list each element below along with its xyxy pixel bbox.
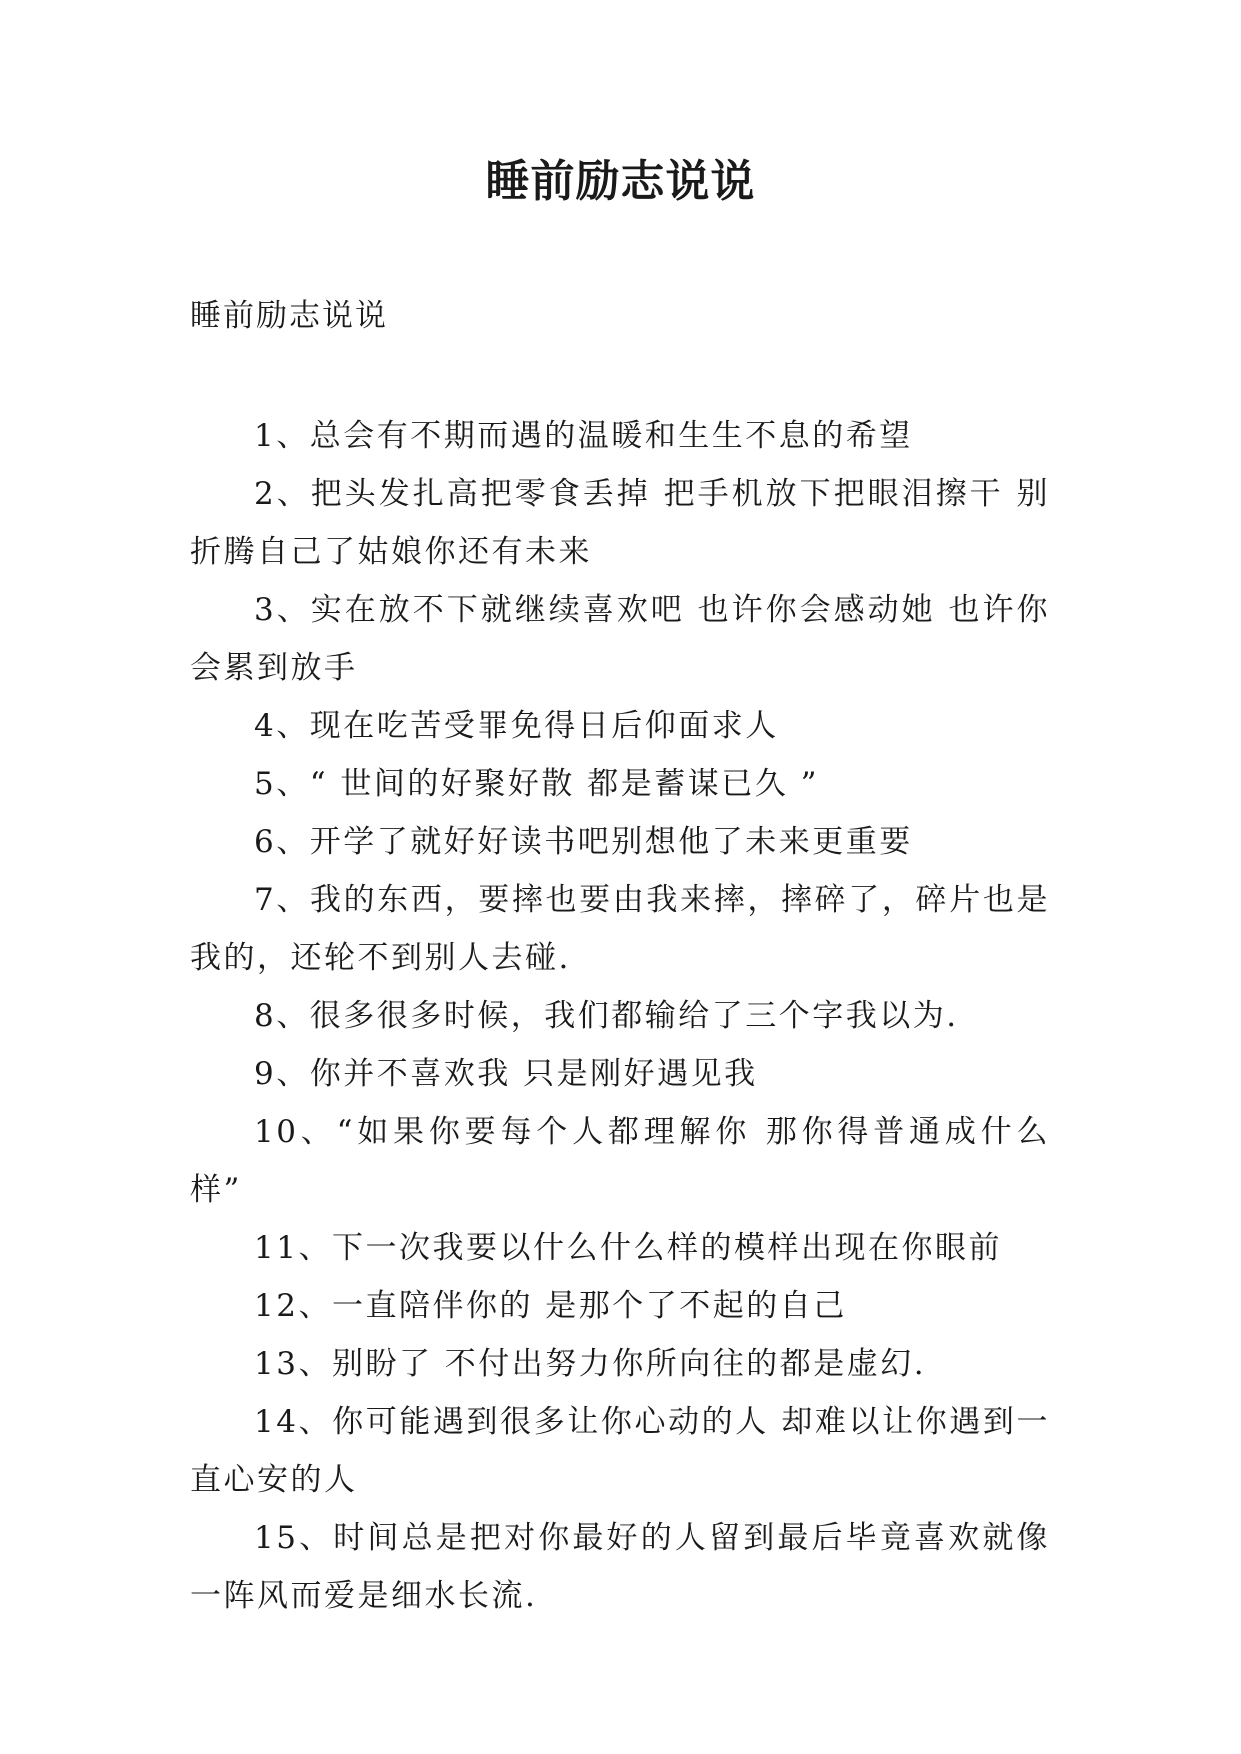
list-item: 15、时间总是把对你最好的人留到最后毕竟喜欢就像一阵风而爱是细水长流. [190, 1520, 1050, 1614]
list-item: 5、“ 世间的好聚好散 都是蓄谋已久 ” [254, 766, 819, 802]
list-item: 9、你并不喜欢我 只是刚好遇见我 [254, 1056, 758, 1092]
list-item: 6、开学了就好好读书吧别想他了未来更重要 [254, 824, 913, 860]
list-item: 12、一直陪伴你的 是那个了不起的自己 [254, 1288, 847, 1324]
list-item: 13、别盼了 不付出努力你所向往的都是虚幻. [254, 1346, 927, 1382]
list-item: 10、“如果你要每个人都理解你 那你得普通成什么样” [190, 1114, 1050, 1208]
list-item: 4、现在吃苦受罪免得日后仰面求人 [254, 708, 779, 744]
list-item: 8、很多很多时候，我们都输给了三个字我以为. [254, 998, 959, 1034]
quote-list [190, 407, 1050, 1625]
list-item: 11、下一次我要以什么什么样的模样出现在你眼前 [254, 1230, 1002, 1266]
list-item: 1、总会有不期而遇的温暖和生生不息的希望 [254, 418, 913, 454]
list-item: 2、把头发扎高把零食丢掉 把手机放下把眼泪擦干 别折腾自己了姑娘你还有未来 [190, 476, 1050, 570]
list-item: 3、实在放不下就继续喜欢吧 也许你会感动她 也许你会累到放手 [190, 592, 1050, 686]
list-item: 7、我的东西，要摔也要由我来摔，摔碎了，碎片也是我的，还轮不到别人去碰. [190, 882, 1050, 976]
page-title: 睡前励志说说 [485, 156, 756, 207]
document-subtitle: 睡前励志说说 [190, 298, 388, 334]
list-item: 14、你可能遇到很多让你心动的人 却难以让你遇到一直心安的人 [190, 1404, 1050, 1498]
